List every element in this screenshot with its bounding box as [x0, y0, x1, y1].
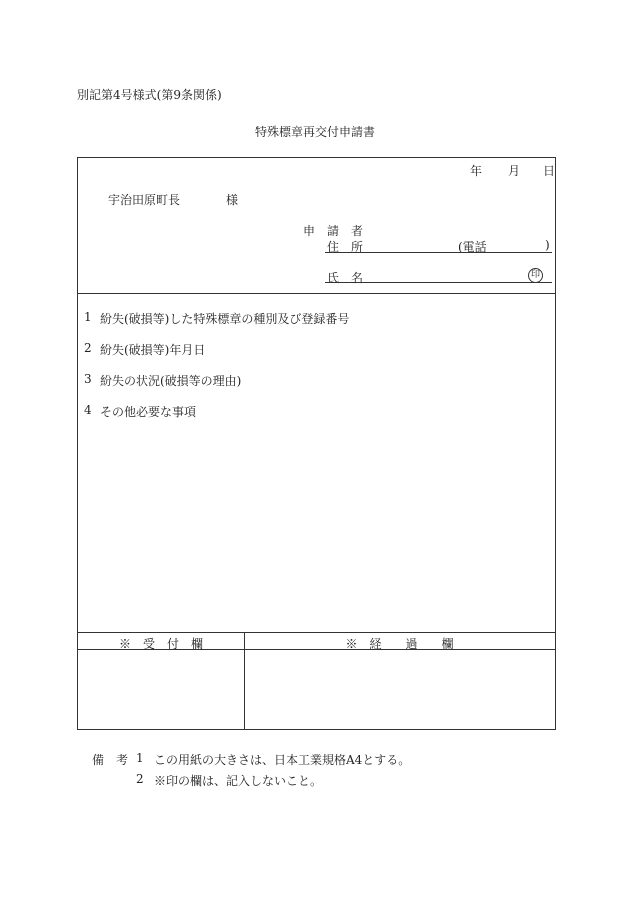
note-text-paper-size: この用紙の大きさは、日本工業規格A4とする。 [154, 753, 411, 767]
name-underline [325, 282, 552, 283]
phone-close: ) [545, 238, 550, 252]
header-divider [78, 293, 555, 294]
address-underline [325, 252, 552, 253]
item-text-other: その他必要な事項 [100, 405, 197, 419]
applicant-heading: 申 請 者 [303, 224, 364, 238]
note-number: 2 [136, 772, 144, 786]
note-text-marked-fields: ※印の欄は、記入しないこと。 [154, 774, 323, 788]
item-number: 1 [84, 310, 92, 324]
form-number-label: 別記第4号様式(第9条関係) [77, 88, 222, 102]
item-number: 4 [84, 403, 92, 417]
item-text-lost-type: 紛失(破損等)した特殊標章の種別及び登録番号 [100, 312, 350, 326]
application-form-box [77, 157, 556, 730]
reception-column-header: ※ 受 付 欄 [118, 637, 203, 651]
name-label: 氏 名 [327, 271, 364, 285]
date-year-label: 年 [470, 164, 483, 178]
item-number: 3 [84, 372, 92, 386]
date-day-label: 日 [543, 164, 556, 178]
item-text-lost-situation: 紛失の状況(破損等の理由) [100, 374, 242, 388]
progress-column-header: ※ 経 過 欄 [345, 637, 454, 651]
notes-label: 備 考 [92, 753, 129, 767]
date-month-label: 月 [508, 164, 521, 178]
recipient-name: 宇治田原町長 [108, 193, 181, 207]
note-number: 1 [136, 751, 144, 765]
phone-label: (電話 [458, 240, 487, 254]
item-number: 2 [84, 341, 92, 355]
seal-mark-icon: 印 [528, 268, 543, 283]
address-label: 住 所 [327, 240, 364, 254]
document-title: 特殊標章再交付申請書 [254, 125, 375, 139]
item-text-lost-date: 紛失(破損等)年月日 [100, 343, 206, 357]
recipient-honorific: 様 [226, 193, 239, 207]
footer-top-divider [78, 632, 555, 633]
